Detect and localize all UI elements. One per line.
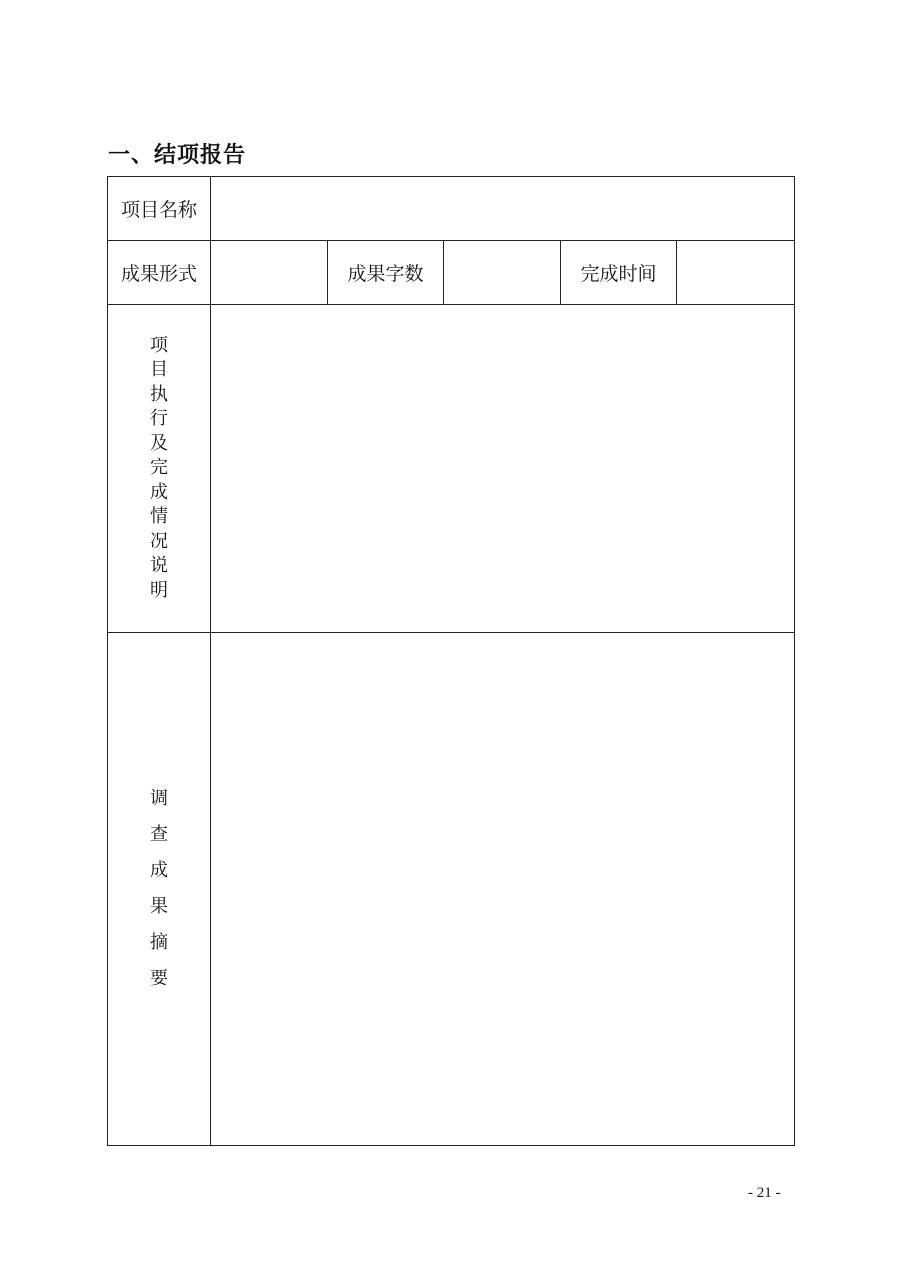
- project-name-field[interactable]: [211, 177, 795, 241]
- project-name-value[interactable]: [211, 177, 794, 240]
- summary-value[interactable]: [211, 633, 794, 1145]
- execution-label-char: 情: [150, 506, 168, 528]
- section-title: 一、结项报告: [108, 143, 247, 168]
- execution-label: [108, 305, 210, 632]
- execution-label-char: 况: [150, 530, 168, 552]
- summary-field[interactable]: [211, 633, 795, 1146]
- execution-label-char: 完: [150, 457, 168, 479]
- summary-label-char: 果: [150, 896, 168, 917]
- execution-field[interactable]: [211, 305, 795, 633]
- summary-label-char: 摘: [150, 932, 168, 953]
- summary-label-cell: [108, 633, 211, 1146]
- execution-label-char: 及: [150, 432, 168, 454]
- word-count-field[interactable]: [444, 241, 561, 305]
- execution-label-char: 执: [150, 383, 168, 405]
- execution-label-char: 项: [150, 334, 168, 356]
- completion-time-label: 完成时间: [561, 241, 677, 305]
- summary-label-char: 查: [150, 824, 168, 845]
- execution-value[interactable]: [211, 305, 794, 632]
- completion-time-value[interactable]: [677, 241, 794, 304]
- project-completion-form: [107, 176, 795, 1146]
- summary-label-char: 要: [150, 968, 168, 989]
- completion-time-field[interactable]: [677, 241, 795, 305]
- execution-label-char: 说: [150, 555, 168, 577]
- execution-label-cell: [108, 305, 211, 633]
- project-name-label: 项目名称: [108, 177, 211, 241]
- execution-label-char: 目: [150, 359, 168, 381]
- execution-label-char: 行: [150, 408, 168, 430]
- summary-label-char: 调: [150, 788, 168, 809]
- word-count-label: 成果字数: [328, 241, 444, 305]
- execution-label-char: 明: [150, 579, 168, 601]
- summary-label-char: 成: [150, 860, 168, 881]
- result-form-value[interactable]: [211, 241, 327, 304]
- page-number: - 21 -: [748, 1185, 781, 1201]
- summary-label: [108, 633, 210, 1145]
- result-form-field[interactable]: [211, 241, 328, 305]
- execution-label-char: 成: [150, 481, 168, 503]
- word-count-value[interactable]: [444, 241, 560, 304]
- result-form-label: 成果形式: [108, 241, 211, 305]
